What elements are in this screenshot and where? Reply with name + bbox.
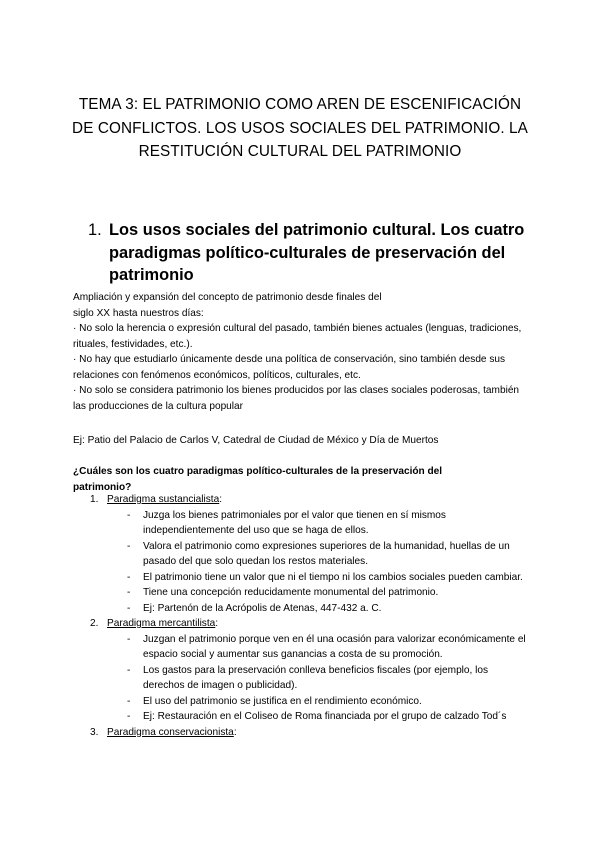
bullet-dash: - [127,540,131,552]
list-item-text: Valora el patrimonio como expresiones superiores de la humanidad, huellas de un pasado del que solo quedan los restos materiales. [143,540,510,567]
paradigm-item [73,725,533,741]
paradigm-item [73,492,533,616]
paradigm-label: Paradigma mercantilista [107,618,216,629]
list-item-text: Ej: Restauración en el Coliseo de Roma financiada por el grupo de calzado Tod´s [143,711,507,722]
list-item [73,632,533,663]
intro-paragraph: Ampliación y expansión del concepto de patrimonio desde finales del [73,292,382,303]
bullet-dash: - [127,664,131,676]
paradigm-points [73,632,533,725]
intro-block [73,290,533,414]
list-item [73,570,533,586]
section-heading-text: Los usos sociales del patrimonio cultural. Los cuatro paradigmas político-culturales de preservación del patrimonio [109,221,525,285]
paradigm-list [73,492,533,740]
list-item [73,709,533,725]
list-item [73,508,533,539]
intro-paragraph: · No hay que estudiarlo únicamente desde una política de conservación, sino también desde sus relaciones con fenómenos económicos, políticos, culturales, etc. [73,354,506,381]
intro-paragraph: siglo XX hasta nuestros días: [73,307,204,319]
bullet-dash: - [127,602,131,614]
list-item-text: El patrimonio tiene un valor que ni el tiempo ni los cambios sociales pueden cambiar. [143,571,523,583]
paradigm-label: Paradigma conservacionista [107,726,234,738]
list-item [73,539,533,570]
list-item-text: Ej: Partenón de la Acrópolis de Atenas, 447-432 a. C. [143,602,382,614]
paradigm-number: 1. [90,494,99,505]
list-item-text: Juzgan el patrimonio porque ven en él una ocasión para valorizar económicamente el espacio social y aumentar sus ganancias a costa de su promoción. [143,633,526,660]
example-line: Ej: Patio del Palacio de Carlos V, Catedral de Ciudad de México y Día de Muertos [73,435,439,446]
paradigm-heading [73,725,533,741]
intro-paragraph: · No solo se considera patrimonio los bienes producidos por las clases sociales poderosas, también las producciones de la cultura popular [73,385,520,412]
paradigm-points [73,508,533,617]
list-item-text: Tiene una concepción reducidamente monumental del patrimonio. [143,587,439,598]
paradigm-item [73,616,533,725]
paradigm-label-suffix: : [219,494,223,505]
list-item-text: Los gastos para la preservación conlleva beneficios fiscales (por ejemplo, los derechos de imagen o publicidad). [143,664,489,691]
question-heading: ¿Cuáles son los cuatro paradigmas político-culturales de la preservación del patrimonio? [73,466,443,493]
paradigm-number: 2. [90,618,99,629]
paradigm-label: Paradigma sustancialista [107,494,220,505]
list-item [73,663,533,694]
list-item-text: Juzga los bienes patrimoniales por el valor que tienen en sí mismos independientemente del uso que se haga de ellos. [143,509,446,536]
bullet-dash: - [127,587,131,598]
paradigm-heading [73,616,533,632]
paradigm-label-suffix: : [215,618,219,629]
intro-paragraph: · No solo la herencia o expresión cultural del pasado, también bienes actuales (lenguas, tradiciones, rituales, festividades, etc.). [73,323,522,350]
bullet-dash: - [127,711,131,722]
list-item [73,585,533,601]
list-item [73,601,533,617]
list-item-text: El uso del patrimonio se justifica en el rendimiento económico. [143,695,422,707]
section-heading [88,219,528,287]
paradigm-heading [73,492,533,508]
bullet-dash: - [127,571,131,583]
bullet-dash: - [127,509,131,521]
bullet-dash: - [127,695,131,707]
paradigm-label-suffix: : [233,726,237,738]
paradigm-number: 3. [90,726,99,738]
bullet-dash: - [127,633,131,645]
list-item [73,694,533,710]
page-title: TEMA 3: EL PATRIMONIO COMO AREN DE ESCENIFICACIÓN DE CONFLICTOS. LOS USOS SOCIALES DEL PATRIMONIO. LA RESTITUCIÓN CULTURAL DEL PATRIMONIO [72,96,528,161]
section-number: 1. [88,221,102,239]
